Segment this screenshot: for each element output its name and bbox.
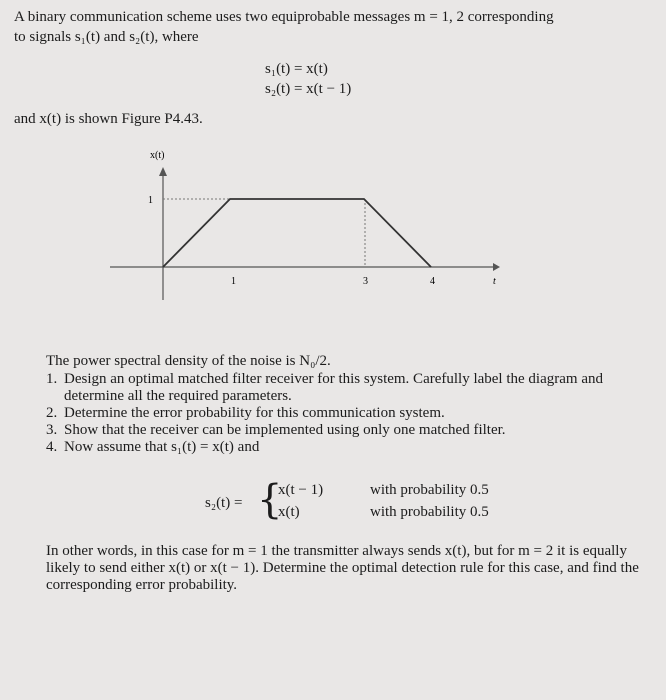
intro-line-2: to signals s₁(t) and s₂(t), where	[14, 29, 199, 45]
question-number: 1.	[46, 371, 58, 387]
question-text: Design an optimal matched filter receiver for this system. Carefully label the diagram and determine all the required parameters.	[64, 371, 603, 404]
x-axis-label: t	[493, 276, 496, 287]
question-text: Now assume that s₁(t) = x(t) and	[64, 439, 260, 455]
question-number: 3.	[46, 422, 58, 438]
left-brace: {	[257, 477, 283, 523]
case-2-expression: x(t)	[278, 504, 300, 520]
intro-line-1: A binary communication scheme uses two equiprobable messages m = 1, 2 corresponding	[14, 9, 554, 25]
s2-piecewise-definition	[205, 477, 535, 528]
question-number: 4.	[46, 439, 58, 455]
case-1-probability: with probability 0.5	[370, 482, 489, 498]
y-axis-label: x(t)	[150, 150, 165, 161]
signal-trace	[163, 199, 431, 267]
closing-paragraph: In other words, in this case for m = 1 the transmitter always sends x(t), but for m = 2 it is equally likely to send either x(t) or x(t − 1). Determine the optimal detection rule for this case, and find the corresponding error probability.	[46, 543, 639, 593]
equation-s1: s₁(t) = x(t)	[265, 61, 328, 77]
x-axis-arrow	[159, 167, 167, 176]
question-item	[46, 439, 664, 456]
t-axis-arrow	[493, 263, 500, 271]
question-text: Show that the receiver can be implemented using only one matched filter.	[64, 422, 506, 438]
question-list	[46, 371, 664, 456]
x-tick-1: 1	[231, 276, 236, 287]
y-tick-1: 1	[148, 195, 153, 206]
figure-reference: and x(t) is shown Figure P4.43.	[14, 111, 203, 127]
case-1-expression: x(t − 1)	[278, 482, 324, 498]
question-text: Determine the error probability for this communication system.	[64, 405, 445, 421]
x-tick-3: 3	[363, 276, 368, 287]
x-tick-4: 4	[430, 276, 435, 287]
question-item	[46, 422, 664, 439]
equation-s2: s₂(t) = x(t − 1)	[265, 81, 352, 97]
question-number: 2.	[46, 405, 58, 421]
signal-plot	[100, 140, 500, 300]
case-2-probability: with probability 0.5	[370, 504, 489, 520]
question-item	[46, 405, 664, 422]
noise-psd-statement: The power spectral density of the noise is N₀/2.	[46, 353, 331, 369]
question-item	[46, 371, 664, 405]
s2-lhs: s₂(t) =	[205, 495, 243, 511]
